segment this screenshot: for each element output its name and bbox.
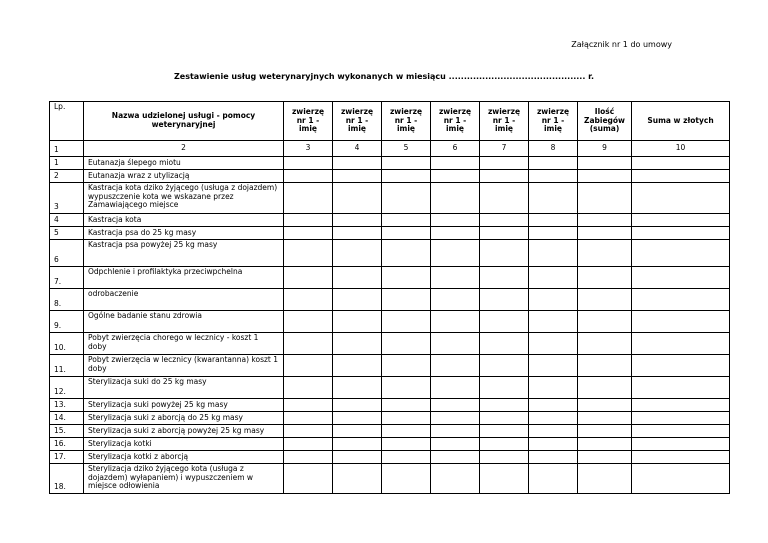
service-row — [50, 170, 730, 183]
header-animal-1: zwierzę nr 1 - imię — [284, 102, 333, 141]
entry-cell[interactable] — [632, 333, 730, 355]
entry-cell[interactable] — [578, 183, 632, 214]
entry-cell[interactable] — [529, 355, 578, 377]
service-name: Sterylizacja suki z aborcją do 25 kg masy — [84, 412, 284, 425]
document-title: Zestawienie usług weterynaryjnych wykonanych w miesiącu ............................................. r. — [173, 72, 595, 81]
entry-cell[interactable] — [284, 240, 333, 267]
column-number: 9 — [578, 141, 632, 157]
entry-cell[interactable] — [578, 451, 632, 464]
service-row — [50, 438, 730, 451]
service-name: Sterylizacja suki z aborcją powyżej 25 kg masy — [84, 425, 284, 438]
entry-cell[interactable] — [632, 289, 730, 311]
entry-cell[interactable] — [480, 289, 529, 311]
row-number: 14. — [50, 412, 84, 425]
service-row — [50, 425, 730, 438]
row-number: 7. — [50, 267, 84, 289]
row-number: 11. — [50, 355, 84, 377]
header-animal-3: zwierzę nr 1 - imię — [382, 102, 431, 141]
entry-cell[interactable] — [529, 240, 578, 267]
entry-cell[interactable] — [480, 438, 529, 451]
entry-cell[interactable] — [431, 438, 480, 451]
entry-cell[interactable] — [431, 170, 480, 183]
column-number: 8 — [529, 141, 578, 157]
entry-cell[interactable] — [431, 311, 480, 333]
entry-cell[interactable] — [632, 377, 730, 399]
entry-cell[interactable] — [382, 464, 431, 494]
entry-cell[interactable] — [382, 170, 431, 183]
header-animal-2: zwierzę nr 1 - imię — [333, 102, 382, 141]
entry-cell[interactable] — [284, 289, 333, 311]
service-row — [50, 214, 730, 227]
entry-cell[interactable] — [480, 412, 529, 425]
entry-cell[interactable] — [480, 451, 529, 464]
entry-cell[interactable] — [382, 333, 431, 355]
entry-cell[interactable] — [632, 227, 730, 240]
entry-cell[interactable] — [284, 425, 333, 438]
service-name: Sterylizacja suki do 25 kg masy — [84, 377, 284, 399]
entry-cell[interactable] — [284, 412, 333, 425]
row-number: 12. — [50, 377, 84, 399]
service-name: Pobyt zwierzęcia w lecznicy (kwarantanna) koszt 1 doby — [84, 355, 284, 377]
entry-cell[interactable] — [382, 157, 431, 170]
entry-cell[interactable] — [578, 399, 632, 412]
entry-cell[interactable] — [529, 464, 578, 494]
service-name: Eutanazja ślepego miotu — [84, 157, 284, 170]
entry-cell[interactable] — [480, 214, 529, 227]
service-name: Pobyt zwierzęcia chorego w lecznicy - koszt 1 doby — [84, 333, 284, 355]
entry-cell[interactable] — [578, 464, 632, 494]
entry-cell[interactable] — [284, 170, 333, 183]
service-name: Kastracja psa powyżej 25 kg masy — [84, 240, 284, 267]
entry-cell[interactable] — [480, 183, 529, 214]
entry-cell[interactable] — [632, 425, 730, 438]
column-number-row — [50, 141, 730, 157]
entry-cell[interactable] — [529, 451, 578, 464]
header-animal-6: zwierzę nr 1 - imię — [529, 102, 578, 141]
service-row — [50, 289, 730, 311]
entry-cell[interactable] — [284, 438, 333, 451]
entry-cell[interactable] — [480, 399, 529, 412]
service-row — [50, 412, 730, 425]
entry-cell[interactable] — [382, 425, 431, 438]
entry-cell[interactable] — [284, 227, 333, 240]
column-number: 7 — [480, 141, 529, 157]
service-name: Sterylizacja suki powyżej 25 kg masy — [84, 399, 284, 412]
entry-cell[interactable] — [529, 438, 578, 451]
entry-cell[interactable] — [333, 425, 382, 438]
header-sum-pln: Suma w złotych — [632, 102, 730, 141]
entry-cell[interactable] — [333, 311, 382, 333]
entry-cell[interactable] — [431, 157, 480, 170]
entry-cell[interactable] — [578, 227, 632, 240]
service-name: Odpchlenie i profilaktyka przeciwpchelna — [84, 267, 284, 289]
entry-cell[interactable] — [333, 183, 382, 214]
entry-cell[interactable] — [578, 355, 632, 377]
entry-cell[interactable] — [529, 425, 578, 438]
entry-cell[interactable] — [480, 355, 529, 377]
service-name: Kastracja psa do 25 kg masy — [84, 227, 284, 240]
entry-cell[interactable] — [431, 412, 480, 425]
entry-cell[interactable] — [333, 355, 382, 377]
row-number: 18. — [50, 464, 84, 494]
service-row — [50, 377, 730, 399]
service-row — [50, 240, 730, 267]
entry-cell[interactable] — [632, 240, 730, 267]
header-animal-4: zwierzę nr 1 - imię — [431, 102, 480, 141]
entry-cell[interactable] — [632, 170, 730, 183]
entry-cell[interactable] — [333, 438, 382, 451]
entry-cell[interactable] — [480, 157, 529, 170]
service-name: Ogólne badanie stanu zdrowia — [84, 311, 284, 333]
row-number: 3 — [50, 183, 84, 214]
entry-cell[interactable] — [333, 240, 382, 267]
entry-cell[interactable] — [333, 464, 382, 494]
row-number: 2 — [50, 170, 84, 183]
header-lp: Lp. — [50, 102, 84, 141]
entry-cell[interactable] — [284, 311, 333, 333]
entry-cell[interactable] — [578, 267, 632, 289]
entry-cell[interactable] — [431, 267, 480, 289]
entry-cell[interactable] — [480, 333, 529, 355]
entry-cell[interactable] — [431, 425, 480, 438]
entry-cell[interactable] — [578, 311, 632, 333]
entry-cell[interactable] — [632, 451, 730, 464]
entry-cell[interactable] — [431, 377, 480, 399]
entry-cell[interactable] — [632, 157, 730, 170]
entry-cell[interactable] — [382, 355, 431, 377]
service-row — [50, 311, 730, 333]
service-row — [50, 333, 730, 355]
service-row — [50, 227, 730, 240]
row-number: 5 — [50, 227, 84, 240]
entry-cell[interactable] — [632, 183, 730, 214]
entry-cell[interactable] — [431, 355, 480, 377]
entry-cell[interactable] — [632, 399, 730, 412]
entry-cell[interactable] — [431, 214, 480, 227]
entry-cell[interactable] — [382, 377, 431, 399]
header-service-name: Nazwa udzielonej usługi - pomocy weterynaryjnej — [84, 102, 284, 141]
entry-cell[interactable] — [578, 438, 632, 451]
service-row — [50, 464, 730, 494]
row-number: 15. — [50, 425, 84, 438]
entry-cell[interactable] — [284, 355, 333, 377]
column-number: 6 — [431, 141, 480, 157]
entry-cell[interactable] — [578, 377, 632, 399]
entry-cell[interactable] — [578, 425, 632, 438]
column-number: 4 — [333, 141, 382, 157]
row-number: 13. — [50, 399, 84, 412]
entry-cell[interactable] — [382, 289, 431, 311]
service-row — [50, 157, 730, 170]
service-name: Sterylizacja kotki — [84, 438, 284, 451]
row-number: 4 — [50, 214, 84, 227]
entry-cell[interactable] — [578, 289, 632, 311]
entry-cell[interactable] — [480, 377, 529, 399]
entry-cell[interactable] — [284, 214, 333, 227]
entry-cell[interactable] — [382, 438, 431, 451]
entry-cell[interactable] — [333, 333, 382, 355]
entry-cell[interactable] — [480, 240, 529, 267]
entry-cell[interactable] — [529, 412, 578, 425]
entry-cell[interactable] — [431, 240, 480, 267]
entry-cell[interactable] — [632, 267, 730, 289]
entry-cell[interactable] — [431, 183, 480, 214]
entry-cell[interactable] — [382, 311, 431, 333]
column-number: 10 — [632, 141, 730, 157]
entry-cell[interactable] — [382, 240, 431, 267]
entry-cell[interactable] — [431, 399, 480, 412]
entry-cell[interactable] — [578, 333, 632, 355]
row-number: 6 — [50, 240, 84, 267]
entry-cell[interactable] — [529, 157, 578, 170]
entry-cell[interactable] — [480, 464, 529, 494]
entry-cell[interactable] — [333, 451, 382, 464]
column-number: 3 — [284, 141, 333, 157]
entry-cell[interactable] — [578, 412, 632, 425]
entry-cell[interactable] — [529, 377, 578, 399]
header-procedure-count: Ilość Zabiegów (suma) — [578, 102, 632, 141]
entry-cell[interactable] — [480, 267, 529, 289]
entry-cell[interactable] — [632, 311, 730, 333]
entry-cell[interactable] — [632, 438, 730, 451]
entry-cell[interactable] — [333, 377, 382, 399]
row-number: 10. — [50, 333, 84, 355]
entry-cell[interactable] — [382, 227, 431, 240]
service-name: Kastracja kota dziko żyjącego (usługa z dojazdem) wypuszczenie kota we wskazane przez Zamawiającego miejsce — [84, 183, 284, 214]
entry-cell[interactable] — [284, 399, 333, 412]
entry-cell[interactable] — [284, 377, 333, 399]
entry-cell[interactable] — [431, 289, 480, 311]
entry-cell[interactable] — [284, 157, 333, 170]
entry-cell[interactable] — [480, 311, 529, 333]
row-number: 17. — [50, 451, 84, 464]
entry-cell[interactable] — [480, 227, 529, 240]
column-number: 5 — [382, 141, 431, 157]
entry-cell[interactable] — [632, 214, 730, 227]
service-name: Sterylizacja kotki z aborcją — [84, 451, 284, 464]
entry-cell[interactable] — [431, 451, 480, 464]
entry-cell[interactable] — [284, 183, 333, 214]
service-name: Kastracja kota — [84, 214, 284, 227]
entry-cell[interactable] — [529, 183, 578, 214]
entry-cell[interactable] — [284, 267, 333, 289]
entry-cell[interactable] — [382, 451, 431, 464]
row-number: 9. — [50, 311, 84, 333]
row-number: 1 — [50, 157, 84, 170]
row-number: 16. — [50, 438, 84, 451]
entry-cell[interactable] — [382, 183, 431, 214]
entry-cell[interactable] — [431, 464, 480, 494]
entry-cell[interactable] — [529, 267, 578, 289]
entry-cell[interactable] — [578, 214, 632, 227]
entry-cell[interactable] — [529, 214, 578, 227]
entry-cell[interactable] — [284, 464, 333, 494]
entry-cell[interactable] — [578, 157, 632, 170]
column-number: 1 — [50, 141, 84, 157]
entry-cell[interactable] — [431, 333, 480, 355]
entry-cell[interactable] — [480, 425, 529, 438]
entry-cell[interactable] — [578, 240, 632, 267]
entry-cell[interactable] — [284, 451, 333, 464]
entry-cell[interactable] — [578, 170, 632, 183]
service-row — [50, 451, 730, 464]
entry-cell[interactable] — [382, 214, 431, 227]
entry-cell[interactable] — [382, 412, 431, 425]
entry-cell[interactable] — [333, 170, 382, 183]
service-name: Sterylizacja dziko żyjącego kota (usługa z dojazdem) wyłapaniem) i wypuszczeniem w miejsce odłowienia — [84, 464, 284, 494]
service-row — [50, 183, 730, 214]
entry-cell[interactable] — [529, 311, 578, 333]
service-row — [50, 355, 730, 377]
entry-cell[interactable] — [333, 399, 382, 412]
entry-cell[interactable] — [333, 412, 382, 425]
services-table — [49, 101, 730, 494]
entry-cell[interactable] — [632, 464, 730, 494]
entry-cell[interactable] — [632, 355, 730, 377]
entry-cell[interactable] — [529, 170, 578, 183]
entry-cell[interactable] — [529, 227, 578, 240]
entry-cell[interactable] — [333, 267, 382, 289]
entry-cell[interactable] — [632, 412, 730, 425]
service-name: Eutanazja wraz z utylizacją — [84, 170, 284, 183]
entry-cell[interactable] — [382, 399, 431, 412]
entry-cell[interactable] — [529, 399, 578, 412]
entry-cell[interactable] — [333, 214, 382, 227]
entry-cell[interactable] — [382, 267, 431, 289]
entry-cell[interactable] — [529, 289, 578, 311]
entry-cell[interactable] — [529, 333, 578, 355]
header-row — [50, 102, 730, 141]
service-name: odrobaczenie — [84, 289, 284, 311]
entry-cell[interactable] — [431, 227, 480, 240]
service-row — [50, 267, 730, 289]
entry-cell[interactable] — [333, 157, 382, 170]
entry-cell[interactable] — [333, 289, 382, 311]
entry-cell[interactable] — [333, 227, 382, 240]
header-animal-5: zwierzę nr 1 - imię — [480, 102, 529, 141]
annex-note: Załącznik nr 1 do umowy — [571, 40, 672, 49]
column-number: 2 — [84, 141, 284, 157]
entry-cell[interactable] — [284, 333, 333, 355]
row-number: 8. — [50, 289, 84, 311]
service-row — [50, 399, 730, 412]
entry-cell[interactable] — [480, 170, 529, 183]
